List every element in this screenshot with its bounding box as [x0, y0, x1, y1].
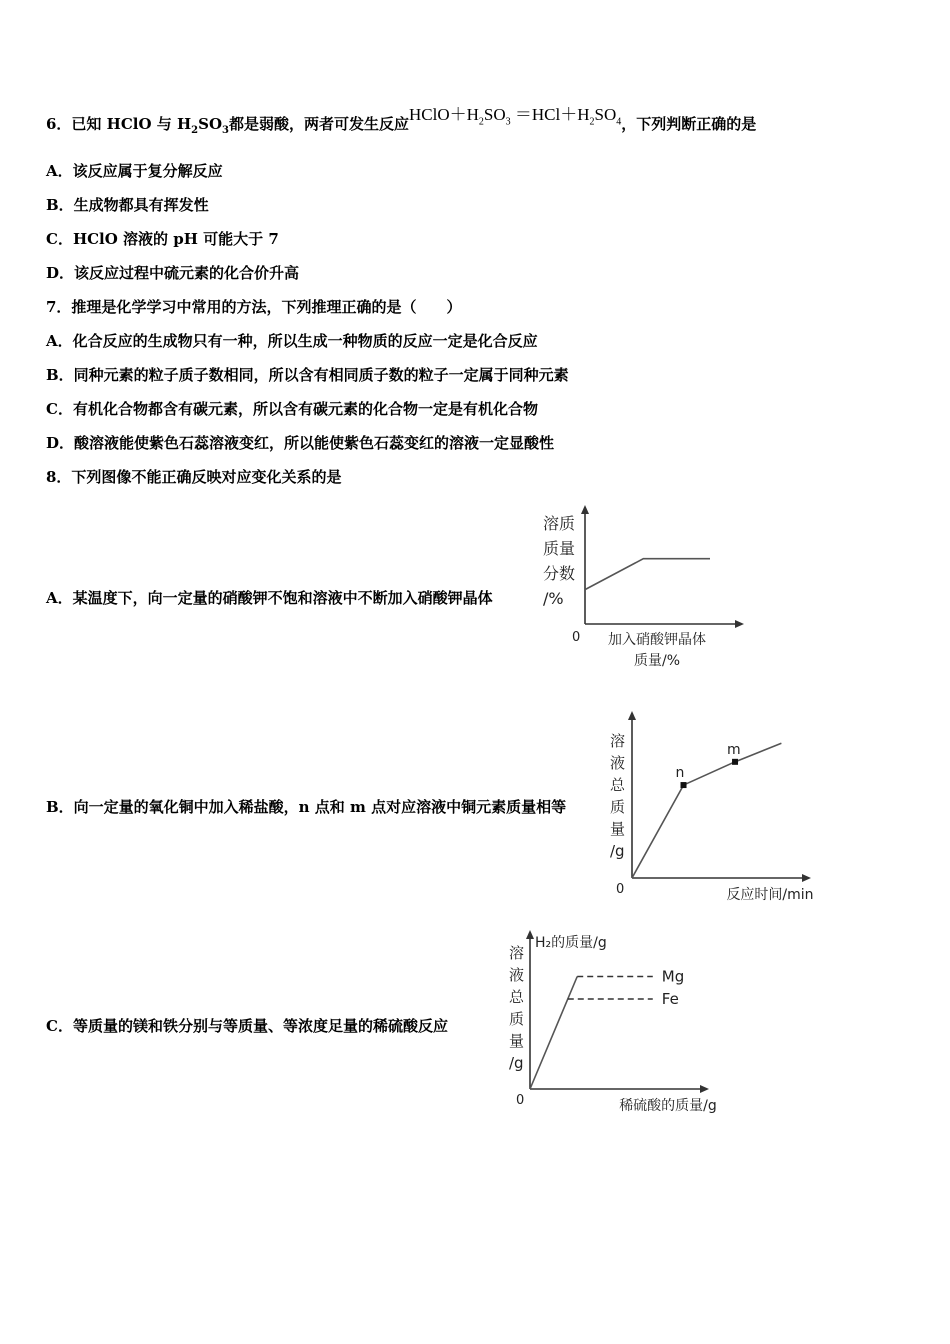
- q7-option-b: B．同种元素的粒子质子数相同，所以含有相同质子数的粒子一定属于同种元素: [46, 366, 569, 384]
- origin-label: 0: [616, 882, 625, 897]
- question-8-stem: 8．下列图像不能正确反映对应变化关系的是: [46, 468, 342, 486]
- point-label-n: n: [675, 765, 685, 782]
- q8-option-a: A．某温度下，向一定量的硝酸钾不饱和溶液中不断加入硝酸钾晶体: [46, 589, 493, 607]
- chart-b-solution-mass: [605, 712, 825, 904]
- y-axis-label: 质: [509, 1010, 525, 1028]
- y-axis-arrow: [628, 711, 636, 720]
- point-label-m: m: [727, 741, 741, 758]
- y-axis-label: 总: [610, 776, 626, 794]
- q6-sub1: 2: [191, 125, 199, 136]
- eq-a: HClO＋H: [409, 105, 479, 124]
- x-axis-label: 质量/%: [633, 653, 681, 669]
- y-axis-top-label: H₂的质量/g: [535, 935, 607, 951]
- y-axis-label: 总: [509, 988, 525, 1006]
- q6-suffix: ，下列判断正确的是: [621, 115, 757, 133]
- y-axis-arrow: [581, 505, 589, 514]
- eq-b: SO: [483, 105, 506, 124]
- y-axis-label: 液: [610, 754, 626, 772]
- y-axis-label: /%: [543, 589, 564, 608]
- eq-d-sub: 4: [616, 116, 622, 128]
- y-axis-label: 量: [610, 820, 626, 838]
- series-line: [585, 559, 710, 590]
- origin-label: 0: [516, 1093, 525, 1108]
- q7-option-a: A．化合反应的生成物只有一种，所以生成一种物质的反应一定是化合反应: [46, 332, 538, 350]
- point-marker-m: [732, 759, 738, 765]
- y-axis-label: 质: [610, 798, 626, 816]
- eq-c-sub: 2: [589, 116, 595, 128]
- x-axis-arrow: [700, 1085, 709, 1093]
- y-axis-label: 溶质: [543, 514, 576, 533]
- chart-a-solute-fraction: [540, 498, 740, 678]
- q6-option-b: B．生成物都具有挥发性: [46, 196, 209, 214]
- legend-fe: Fe: [661, 990, 679, 1008]
- y-axis-label: 溶: [509, 944, 525, 962]
- question-6-stem: [46, 105, 757, 141]
- point-marker-n: [681, 782, 687, 788]
- x-axis-label: 反应时间/min: [726, 887, 814, 903]
- y-axis-label: 质量: [543, 539, 576, 558]
- q7-option-d: D．酸溶液能使紫色石蕊溶液变红，所以能使紫色石蕊变红的溶液一定显酸性: [46, 434, 555, 452]
- q7-option-c: C．有机化合物都含有碳元素，所以含有碳元素的化合物一定是有机化合物: [46, 400, 538, 418]
- q8-option-c: C．等质量的镁和铁分别与等质量、等浓度足量的稀硫酸反应: [46, 1017, 448, 1035]
- x-axis-arrow: [802, 874, 811, 882]
- q6-mid2: 都是弱酸，两者可发生反应: [229, 115, 410, 133]
- eq-a-sub: 2: [478, 116, 484, 128]
- reaction-equation: [409, 105, 622, 128]
- x-axis-label: 稀硫酸的质量/g: [619, 1098, 717, 1114]
- chart-c-hydrogen-mass: [505, 925, 735, 1115]
- eq-d: SO: [594, 105, 617, 124]
- q6-prefix: 6．已知 HClO 与 H: [46, 115, 192, 133]
- y-axis-arrow: [526, 930, 534, 939]
- q6-mid1: SO: [198, 115, 223, 133]
- legend-mg: Mg: [661, 967, 685, 986]
- y-axis-label: 液: [509, 966, 525, 984]
- y-axis-label: 溶: [610, 732, 626, 750]
- q6-option-d: D．该反应过程中硫元素的化合价升高: [46, 264, 300, 282]
- origin-label: 0: [572, 630, 581, 645]
- q6-sub2: 3: [222, 125, 229, 136]
- q6-option-c: C．HClO 溶液的 pH 可能大于 7: [46, 230, 279, 248]
- x-axis-arrow: [735, 620, 744, 628]
- y-axis-label: /g: [610, 842, 625, 860]
- question-7-stem: 7．推理是化学学习中常用的方法，下列推理正确的是（ ）: [46, 298, 462, 316]
- y-axis-label: 量: [509, 1032, 525, 1050]
- q6-option-a: A．该反应属于复分解反应: [46, 162, 223, 180]
- q8-option-b: B．向一定量的氧化铜中加入稀盐酸，n 点和 m 点对应溶液中铜元素质量相等: [46, 798, 567, 816]
- series-line-rise: [530, 977, 577, 1090]
- eq-b-sub: 3: [505, 116, 511, 128]
- series-line: [632, 743, 781, 878]
- x-axis-label: 加入硝酸钾晶体: [608, 632, 706, 648]
- y-axis-label: 分数: [543, 564, 576, 583]
- eq-c: ＝HCl＋H: [510, 105, 590, 124]
- y-axis-label: /g: [509, 1054, 524, 1072]
